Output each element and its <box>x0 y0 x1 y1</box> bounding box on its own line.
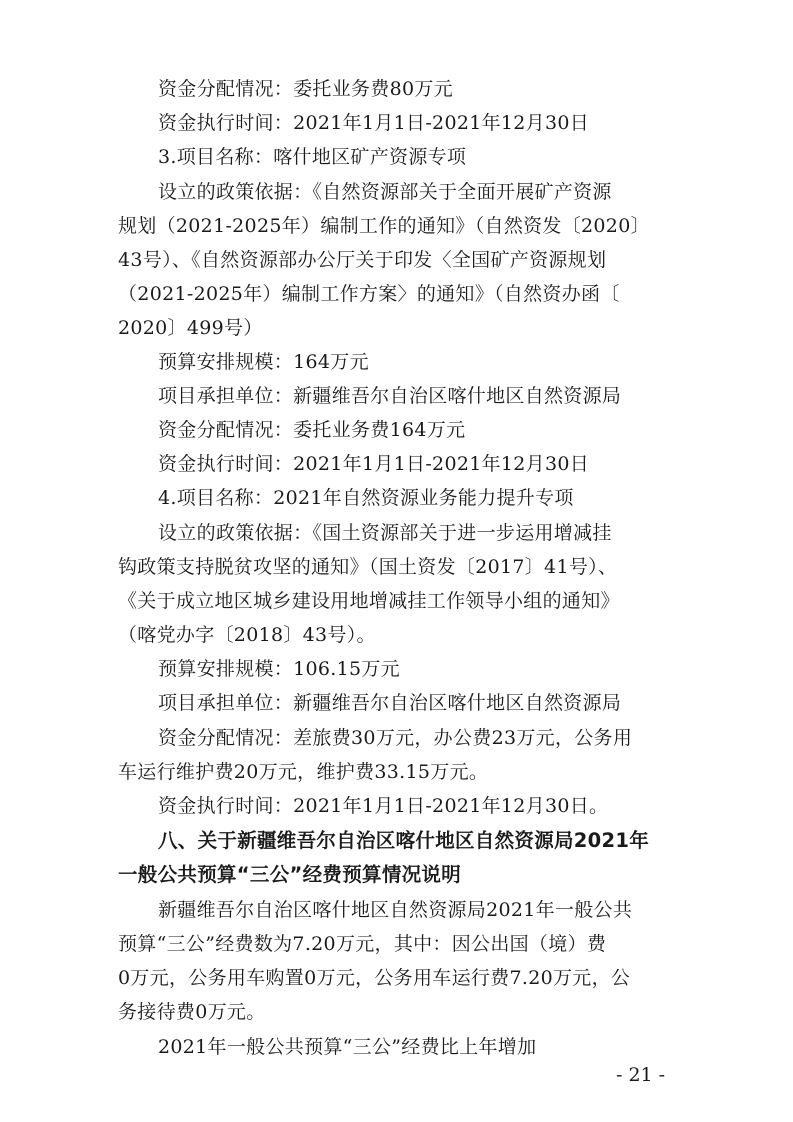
text-line: 资金执行时间：2021年1月1日-2021年12月30日。 <box>158 795 609 817</box>
text-line: （喀党办字〔2018〕43号）。 <box>118 624 376 646</box>
text-line: 2020〕499号） <box>118 317 263 339</box>
text-line: 项目承担单位：新疆维吾尔自治区喀什地区自然资源局 <box>158 692 622 714</box>
text-line: 预算“三公”经费数为7.20万元，其中：因公出国（境）费 <box>118 933 607 955</box>
text-line: 资金执行时间：2021年1月1日-2021年12月30日 <box>158 112 590 134</box>
text-line: 新疆维吾尔自治区喀什地区自然资源局2021年一般公共 <box>158 899 633 921</box>
section-heading: 八、关于新疆维吾尔自治区喀什地区自然资源局2021年 <box>158 829 650 852</box>
text-line: 预算安排规模：164万元 <box>158 351 369 373</box>
text-line: 3.项目名称：喀什地区矿产资源专项 <box>158 146 467 168</box>
section-heading: 一般公共预算“三公”经费预算情况说明 <box>118 863 462 886</box>
text-line: 资金执行时间：2021年1月1日-2021年12月30日 <box>158 453 590 475</box>
text-line: 设立的政策依据：《自然资源部关于全面开展矿产资源 <box>158 181 612 203</box>
text-line: 资金分配情况：委托业务费80万元 <box>158 78 453 100</box>
text-line: 0万元，公务用车购置0万元，公务用车运行费7.20万元，公 <box>118 967 631 989</box>
text-line: （2021-2025年）编制工作方案〉的通知》（自然资办函〔 <box>118 283 620 305</box>
text-line: 项目承担单位：新疆维吾尔自治区喀什地区自然资源局 <box>158 385 622 407</box>
page-number: - 21 - <box>616 1064 666 1086</box>
text-line: 务接待费0万元。 <box>118 1001 266 1023</box>
text-line: 钩政策支持脱贫攻坚的通知》（国土资发〔2017〕41号）、 <box>118 556 618 578</box>
text-line: 2021年一般公共预算“三公”经费比上年增加 <box>158 1036 537 1058</box>
text-line: 车运行维护费20万元，维护费33.15万元。 <box>118 761 489 783</box>
text-line: 规划（2021-2025年）编制工作的通知》（自然资发〔2020〕 <box>118 215 650 237</box>
text-line: 《关于成立地区城乡建设用地增减挂工作领导小组的通知》 <box>118 590 620 612</box>
text-line: 资金分配情况：差旅费30万元，办公费23万元，公务用 <box>158 727 633 749</box>
text-line: 预算安排规模：106.15万元 <box>158 658 400 680</box>
text-line: 资金分配情况：委托业务费164万元 <box>158 419 466 441</box>
text-line: 43号）、《自然资源部办公厅关于印发〈全国矿产资源规划 <box>118 249 607 271</box>
text-line: 4.项目名称：2021年自然资源业务能力提升专项 <box>158 487 574 509</box>
text-line: 设立的政策依据：《国土资源部关于进一步运用增减挂 <box>158 522 612 544</box>
